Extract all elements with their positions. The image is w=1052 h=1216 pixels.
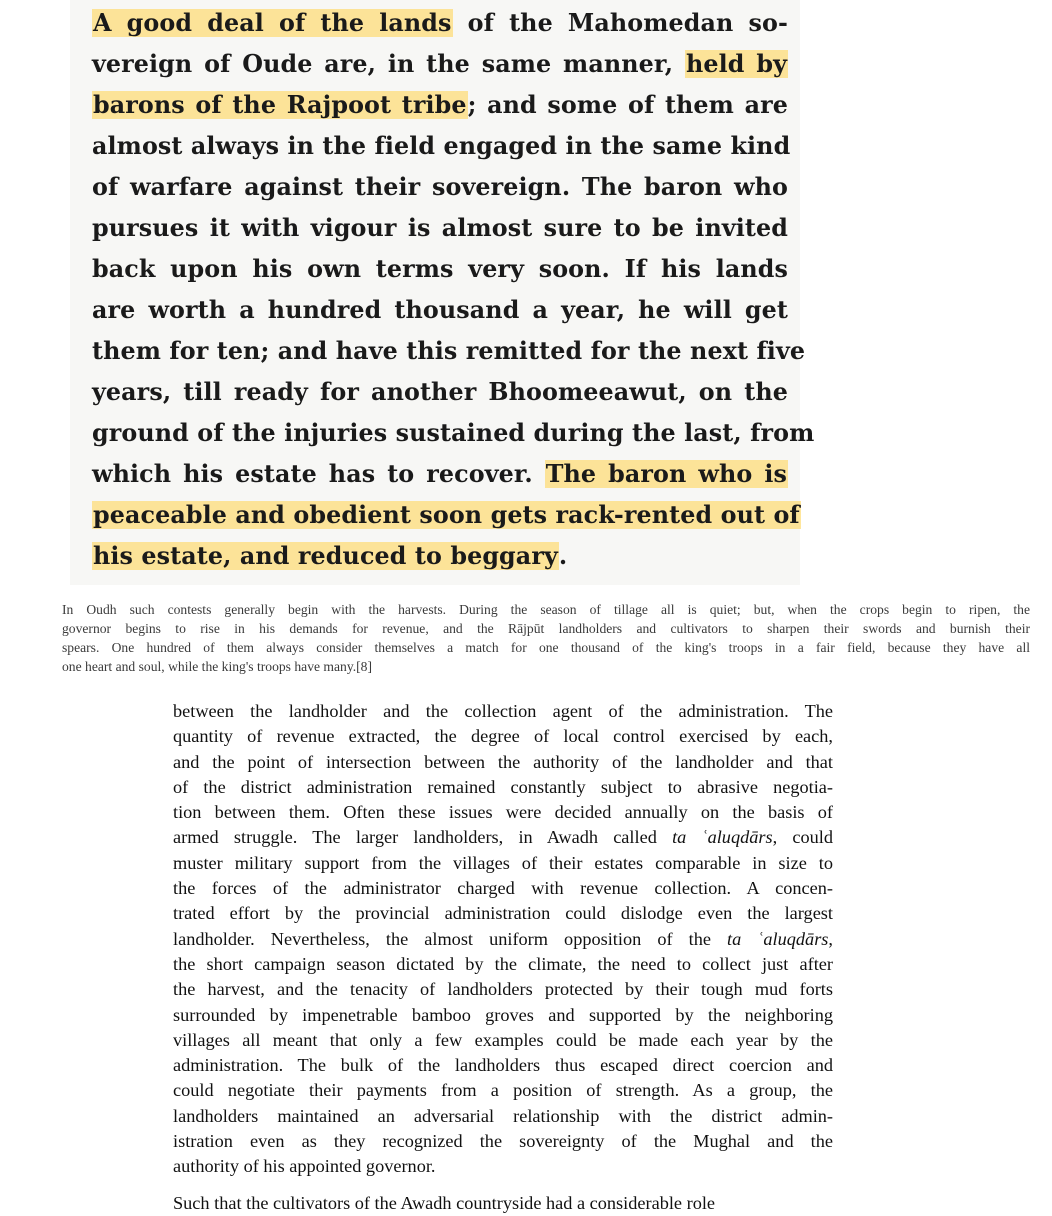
book-line: istration even as they recognized the sovereignty of the Mughal and the — [173, 1131, 833, 1152]
highlighted-text: The baron who is — [545, 460, 787, 488]
excerpt-line — [92, 126, 791, 167]
quote-line: In Oudh such contests generally begin with the harvests. During the season of tillage all is quiet; but, when the crops begin to ripen, the — [62, 602, 1030, 617]
text-segment: ground of the injuries sustained during the last, from — [92, 419, 815, 447]
text-segment: pursues it with vigour is almost sure to be invited — [92, 214, 788, 242]
text-segment: . — [558, 542, 568, 570]
quote-paragraph — [62, 600, 1030, 676]
book-line: authority of his appointed governor. — [173, 1156, 436, 1177]
book-line: the harvest, and the tenacity of landholders protected by their tough mud forts — [173, 979, 833, 1000]
excerpt-line — [92, 454, 788, 495]
text-segment: years, till ready for another Bhoomeeawut, on the — [92, 378, 788, 406]
book-line: could negotiate their payments from a position of strength. As a group, the — [173, 1080, 833, 1101]
highlighted-text: held by — [686, 50, 787, 78]
quote-line: one heart and soul, while the king's troops have many.[8] — [62, 659, 372, 674]
text-segment: of the Mahomedan so- — [452, 9, 789, 37]
text-segment: back upon his own terms very soon. If his lands — [92, 255, 788, 283]
book-line: the short campaign season dictated by the climate, the need to collect just after — [173, 953, 833, 974]
text-segment: of warfare against their sovereign. The baron who — [92, 173, 788, 201]
text-segment: almost always in the field engaged in the same kind — [92, 132, 791, 160]
book-line: the forces of the administrator charged with revenue collection. A concen- — [173, 878, 833, 899]
highlighted-text: barons of the Rajpoot tribe — [93, 91, 467, 119]
book-line: landholders maintained an adversarial relationship with the district admin- — [173, 1105, 833, 1126]
excerpt-line — [92, 372, 788, 413]
book-excerpt — [173, 699, 833, 1180]
book-line: quantity of revenue extracted, the degree of local control exercised by each, — [173, 726, 833, 747]
book-line: and the point of intersection between the authority of the landholder and that — [173, 751, 833, 772]
excerpt-line — [92, 167, 788, 208]
text-segment: are worth a hundred thousand a year, he will get — [92, 296, 788, 324]
excerpt-line — [92, 536, 788, 577]
excerpt-line — [92, 413, 815, 454]
excerpt-line — [92, 290, 788, 331]
book-line: of the district administration remained constantly subject to abrasive negotia- — [173, 776, 833, 797]
book-line: surrounded by impenetrable bamboo groves and supported by the neighboring — [173, 1004, 833, 1025]
text-segment: them for ten; and have this remitted for the next five — [92, 337, 806, 365]
text-segment: which his estate has to recover. — [92, 460, 545, 488]
book-line: trated effort by the provincial administration could dislodge even the largest — [173, 903, 833, 924]
excerpt-line — [92, 495, 800, 536]
book-line: between the landholder and the collection agent of the administration. The — [173, 701, 833, 721]
highlighted-excerpt — [92, 3, 815, 577]
excerpt-line — [92, 208, 788, 249]
book-line: muster military support from the villages of their estates comparable in size to — [173, 852, 833, 873]
highlighted-text: peaceable and obedient soon gets rack-rented out of — [93, 501, 800, 529]
quote-line: governor begins to rise in his demands for revenue, and the Rājpūt landholders and cultivators to sharpen their swords and burnish their — [62, 621, 1030, 636]
book-line: tion between them. Often these issues were decided annually on the basis of — [173, 802, 833, 823]
excerpt-line — [92, 249, 788, 290]
text-segment: vereign of Oude are, in the same manner, — [92, 50, 685, 78]
highlighted-text: his estate, and reduced to beggary — [93, 542, 558, 570]
cutoff-line: Such that the cultivators of the Awadh countryside had a considerable role — [173, 1193, 716, 1213]
book-line: villages all meant that only a few examples could be made each year by the — [173, 1029, 833, 1050]
excerpt-line — [92, 331, 806, 372]
excerpt-line — [92, 44, 788, 85]
book-line: landholder. Nevertheless, the almost uniform opposition of the ta ʿaluqdārs, — [173, 928, 833, 949]
book-line: armed struggle. The larger landholders, in Awadh called ta ʿaluqdārs, could — [173, 827, 833, 848]
text-segment: ; and some of them are — [467, 91, 788, 119]
highlighted-text: A good deal of the lands — [93, 9, 452, 37]
quote-line: spears. One hundred of them always consider themselves a match for one thousand of the king's troops in a fair field, because they have all — [62, 640, 1030, 655]
excerpt-line — [92, 85, 788, 126]
book-line: administration. The bulk of the landholders thus escaped direct coercion and — [173, 1055, 833, 1076]
excerpt-line — [92, 3, 788, 44]
